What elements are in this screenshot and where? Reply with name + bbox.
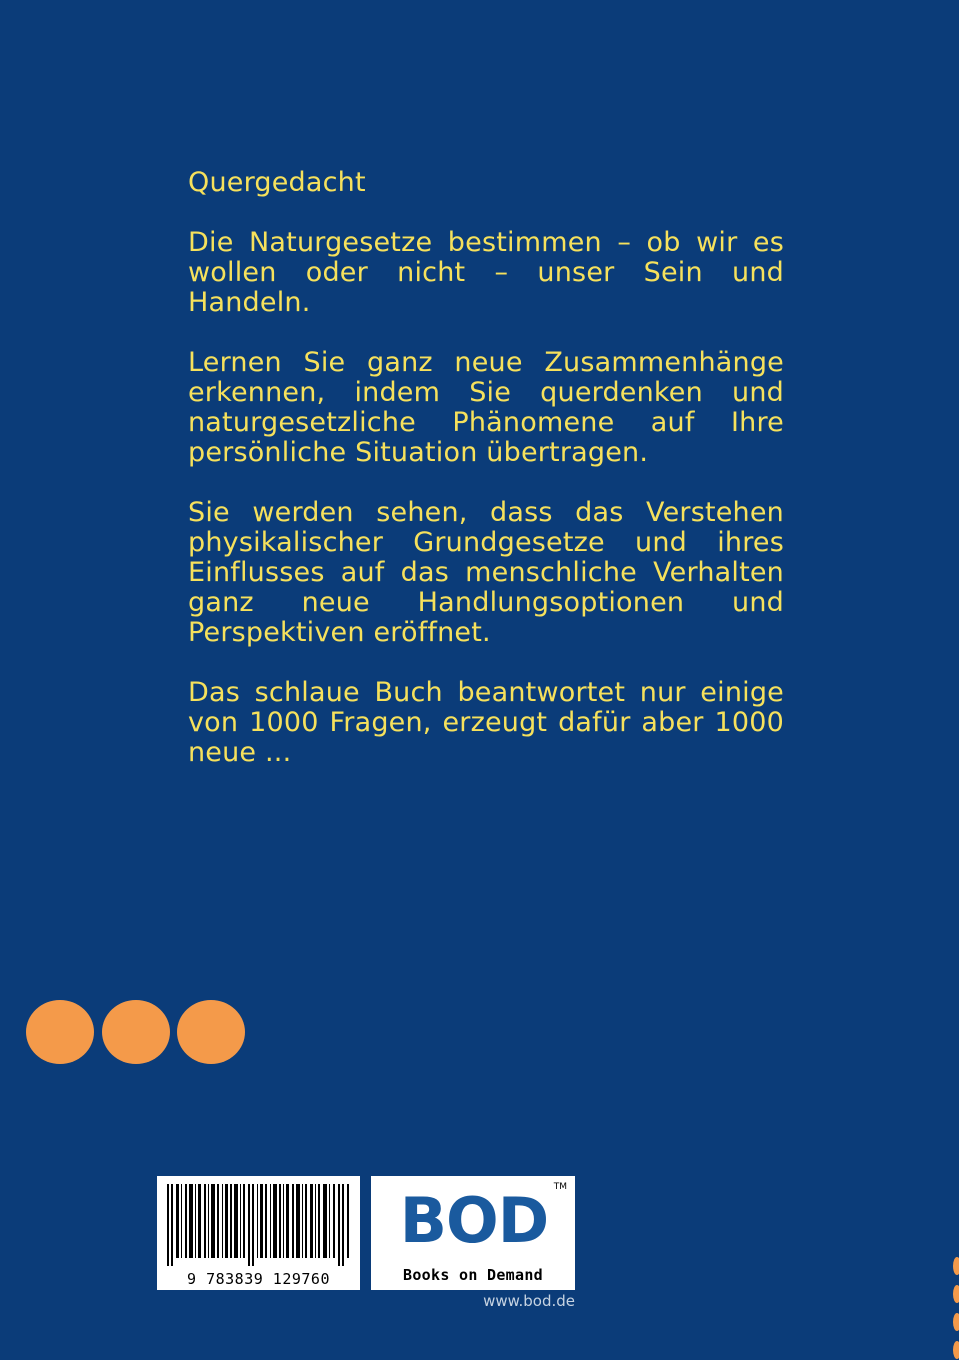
edge-dot-icon bbox=[953, 1257, 959, 1275]
trademark-mark: TM bbox=[553, 1182, 567, 1192]
blurb-title: Quergedacht bbox=[188, 167, 366, 198]
barcode-bars-icon bbox=[167, 1184, 350, 1266]
edge-dot-icon bbox=[953, 1285, 959, 1303]
edge-dot-icon bbox=[953, 1313, 959, 1331]
blurb-paragraph-1: Die Naturgesetze bestimmen – ob wir es wollen oder nicht – unser Sein und Handeln. bbox=[188, 227, 784, 318]
blurb-paragraph-3: Sie werden sehen, dass das Verstehen physikalischer Grundgesetze und ihres Einflusses auf das menschliche Verhalten ganz neue Handlungsoptionen und Perspektiven eröffnet. bbox=[188, 497, 784, 648]
bod-logo-text: BOD bbox=[399, 1184, 549, 1257]
edge-dot-icon bbox=[953, 1341, 959, 1359]
edge-dots bbox=[953, 1255, 959, 1360]
blurb-paragraph-4: Das schlaue Buch beantwortet nur einige von 1000 Fragen, erzeugt dafür aber 1000 neue ... bbox=[188, 677, 784, 768]
publisher-url: www.bod.de bbox=[483, 1292, 575, 1310]
orange-dot-icon bbox=[177, 1000, 245, 1064]
publisher-tagline: Books on Demand bbox=[403, 1266, 543, 1284]
orange-dot-icon bbox=[26, 1000, 94, 1064]
blurb-paragraph-2: Lernen Sie ganz neue Zusammenhänge erkennen, indem Sie querdenken und naturgesetzliche Phänomene auf Ihre persönliche Situation übertragen. bbox=[188, 347, 784, 468]
orange-dot-icon bbox=[102, 1000, 170, 1064]
isbn-digits: 9 783839 129760 bbox=[187, 1270, 330, 1288]
publisher-logo bbox=[371, 1176, 575, 1290]
blurb-text bbox=[188, 168, 784, 798]
isbn-barcode bbox=[157, 1176, 360, 1290]
